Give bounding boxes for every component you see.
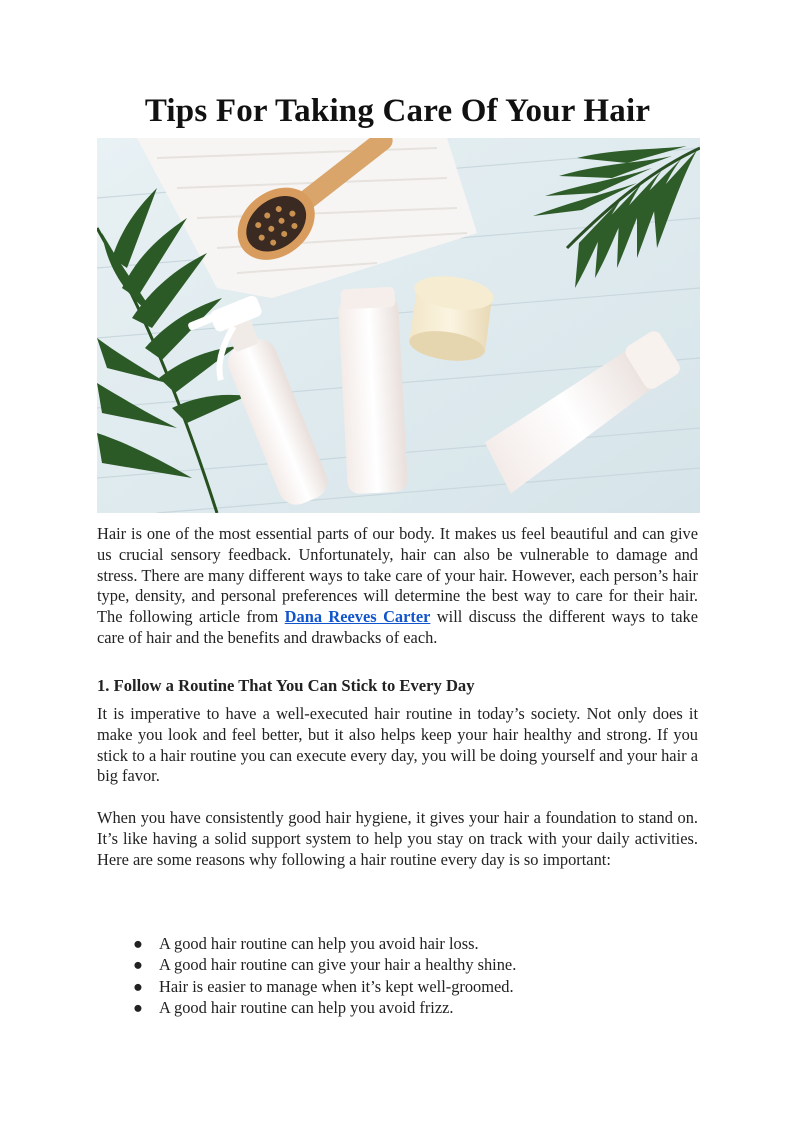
cream-jar xyxy=(407,272,495,366)
bullet-icon: ● xyxy=(133,934,143,953)
list-item-text: A good hair routine can give your hair a healthy shine. xyxy=(159,955,517,975)
list-item-text: A good hair routine can help you avoid frizz. xyxy=(159,998,454,1018)
author-link[interactable]: Dana Reeves Carter xyxy=(284,607,431,627)
shampoo-bottle xyxy=(337,287,408,495)
intro-text-before-link: Hair is one of the most essential parts of our body. It makes us feel beautiful and can give us crucial sensory feedback. Unfortunately, hair can also be vulnerable to damage and stress. There are many different ways to take care of your hair. However, each person’s hair type, density, and personal preferences will determine the best way to care for their hair. The following article from xyxy=(97,524,698,627)
hero-image xyxy=(97,138,700,513)
bullet-icon: ● xyxy=(133,955,143,975)
section-heading-routine: 1. Follow a Routine That You Can Stick to Every Day xyxy=(97,676,475,695)
list-item-text: Hair is easier to manage when it’s kept well-groomed. xyxy=(159,976,514,996)
bullet-icon: ● xyxy=(133,998,143,1018)
list-item xyxy=(133,954,516,975)
list-item-text: A good hair routine can help you avoid hair loss. xyxy=(159,934,479,953)
list-item xyxy=(133,933,516,954)
intro-paragraph xyxy=(97,524,698,649)
list-item xyxy=(133,976,516,997)
intro-text-after-link: will discuss the different ways to take care of hair and the benefits and drawbacks of each. xyxy=(97,607,698,647)
routine-paragraph-2: When you have consistently good hair hygiene, it gives your hair a foundation to stand on. It’s like having a solid support system to help you stay on track with your daily activities. Here are some reasons why following a hair routine every day is so important: xyxy=(97,808,698,869)
bullet-icon: ● xyxy=(133,976,143,996)
routine-paragraph-1: It is imperative to have a well-executed hair routine in today’s society. Not only does it make you look and feel better, but it also helps keep your hair healthy and strong. If you stick to a hair routine you can execute every day, you will be doing yourself and your hair a big favor. xyxy=(97,704,698,786)
list-item xyxy=(133,997,516,1018)
page-title: Tips For Taking Care Of Your Hair xyxy=(144,93,651,129)
benefits-list xyxy=(133,933,516,1019)
